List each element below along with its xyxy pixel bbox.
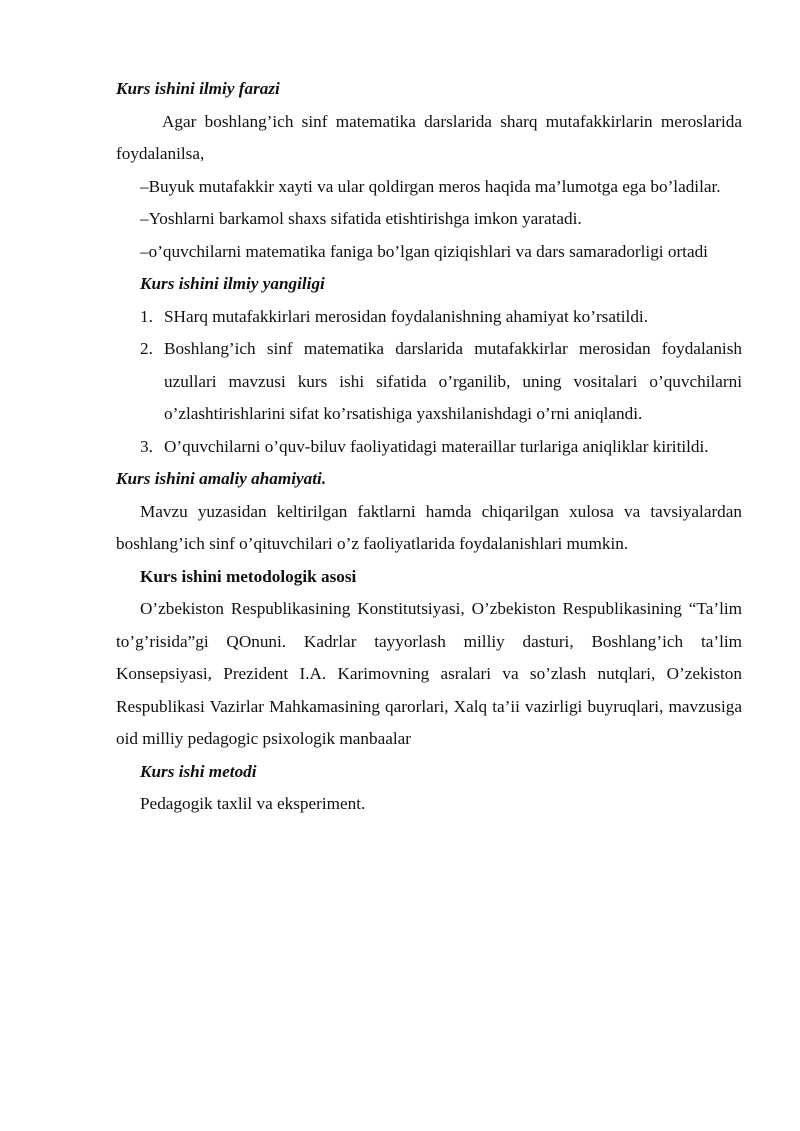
section-heading-ilmiy-yangiligi: Kurs ishini ilmiy yangiligi bbox=[140, 274, 325, 293]
section-heading-metodi: Kurs ishi metodi bbox=[140, 761, 257, 781]
list-item bbox=[116, 333, 742, 431]
list-item-text: SHarq mutafakkirlari merosidan foydalanishning ahamiyat ko’rsatildi. bbox=[164, 306, 648, 326]
section-heading-amaliy-ahamiyati: Kurs ishini amaliy ahamiyati. bbox=[116, 469, 327, 488]
paragraph: –Yoshlarni barkamol shaxs sifatida etishtirishga imkon yaratadi. bbox=[140, 209, 582, 228]
paragraph: Mavzu yuzasidan keltirilgan faktlarni hamda chiqarilgan xulosa va tavsiyalardan boshlang’ich sinf o’qituvchilari o’z faoliyatlarida foydalanishlari mumkin. bbox=[116, 501, 742, 553]
list-number: 2. bbox=[140, 339, 153, 358]
list-item bbox=[116, 301, 742, 334]
section-heading-ilmiy-farazi: Kurs ishini ilmiy farazi bbox=[116, 79, 280, 98]
list-item bbox=[116, 431, 742, 464]
paragraph: –Buyuk mutafakkir xayti va ular qoldirgan meros haqida ma’lumotga ega bo’ladilar. bbox=[140, 176, 721, 196]
list-item-text: O’quvchilarni o’quv-biluv faoliyatidagi materaillar turlariga aniqliklar kiritildi. bbox=[164, 436, 709, 456]
paragraph: Pedagogik taxlil va eksperiment. bbox=[140, 794, 366, 813]
paragraph: O’zbekiston Respublikasining Konstitutsiyasi, O’zbekiston Respublikasining “Ta’lim to’g’risida”gi QOnuni. Kadrlar tayyorlash milliy dasturi, Boshlang’ich ta’lim Konsepsiyasi, Prezident I.A. Karimovning asralari va so’zlash nutqlari, O’zekiston Respublikasi Vazirlar Mahkamasining qarorlari, Xalq ta’ii vazirligi buyruqlari, mavzusiga oid milliy pedagogic psixologik manbaalar bbox=[116, 599, 742, 748]
list-number: 3. bbox=[140, 436, 153, 456]
numbered-list bbox=[116, 301, 742, 464]
list-item-text: Boshlang’ich sinf matematika darslarida mutafakkirlar merosidan foydalanish uzullari mavzusi kurs ishi sifatida o’rganilib, uning vositalari o’quvchilarni o’zlashtirishlarini sifat ko’rsatishiga yaxshilanishdagi o’rni aniqlandi. bbox=[164, 339, 742, 423]
list-number: 1. bbox=[140, 306, 153, 326]
paragraph: –o’quvchilarni matematika faniga bo’lgan qiziqishlari va dars samaradorligi ortadi bbox=[140, 241, 708, 261]
section-heading-metodologik-asosi: Kurs ishini metodologik asosi bbox=[140, 566, 357, 586]
document-page bbox=[116, 73, 742, 821]
paragraph: Agar boshlang’ich sinf matematika darslarida sharq mutafakkirlarin meroslarida foydalanilsa, bbox=[116, 111, 742, 163]
